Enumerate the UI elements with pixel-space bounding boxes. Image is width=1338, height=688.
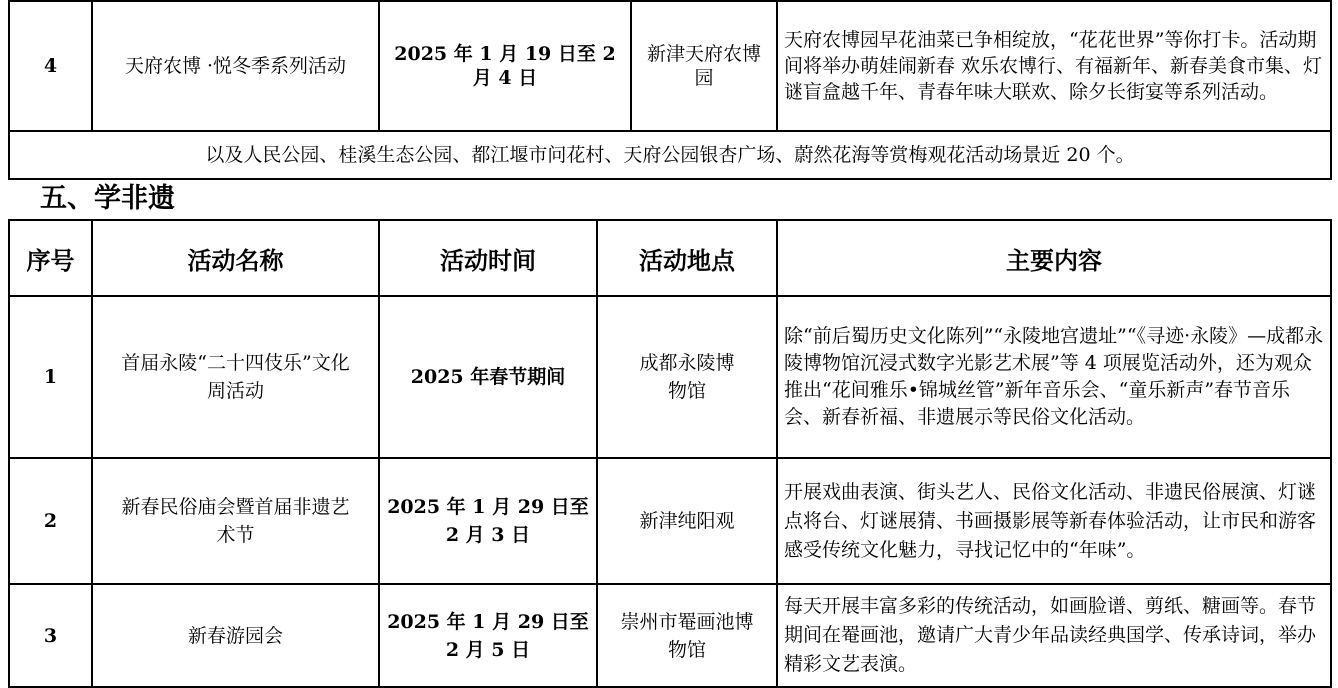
- activity-place: 新津天府农博园: [631, 1, 777, 131]
- header-row: [9, 220, 1331, 296]
- activity-time: 2025 年 1 月 29 日至 2 月 5 日: [379, 584, 597, 687]
- activity-time: 2025 年 1 月 19 日至 2 月 4 日: [379, 1, 631, 131]
- activity-name: 首届永陵“二十四伎乐”文化周活动: [92, 296, 379, 458]
- header-name: 活动名称: [92, 220, 379, 296]
- activity-place: 新津纯阳观: [597, 458, 777, 584]
- activity-name: 天府农博 ·悦冬季系列活动: [92, 1, 379, 131]
- previous-activities-table: [8, 0, 1332, 180]
- activity-place: 成都永陵博物馆: [597, 296, 777, 458]
- activity-content: 每天开展丰富多彩的传统活动，如画脸谱、剪纸、糖画等。春节期间在罨画池，邀请广大青少年品读经典国学、传承诗词，举办精彩文艺表演。: [777, 584, 1331, 687]
- summary-row: [9, 131, 1331, 179]
- row-number: 4: [9, 1, 92, 131]
- table-row: [9, 584, 1331, 687]
- row-number: 2: [9, 458, 92, 584]
- activity-content: 天府农博园早花油菜已争相绽放，“花花世界”等你打卡。活动期间将举办萌娃闹新春 欢乐农博行、有福新年、新春美食市集、灯谜盲盒越千年、青春年味大联欢、除夕长街宴等系列活动。: [777, 1, 1331, 131]
- section-title: 五、学非遗: [40, 183, 175, 214]
- activity-content: 开展戏曲表演、街头艺人、民俗文化活动、非遗民俗展演、灯谜点将台、灯谜展猜、书画摄影展等新春体验活动，让市民和游客感受传统文化魅力，寻找记忆中的“年味”。: [777, 458, 1331, 584]
- table-row: [9, 458, 1331, 584]
- header-time: 活动时间: [379, 220, 597, 296]
- activity-place: 崇州市罨画池博物馆: [597, 584, 777, 687]
- activity-name: 新春游园会: [92, 584, 379, 687]
- header-content: 主要内容: [777, 220, 1331, 296]
- header-number: 序号: [9, 220, 92, 296]
- row-number: 3: [9, 584, 92, 687]
- row-number: 1: [9, 296, 92, 458]
- activity-name: 新春民俗庙会暨首届非遗艺术节: [92, 458, 379, 584]
- activity-time: 2025 年 1 月 29 日至 2 月 3 日: [379, 458, 597, 584]
- summary-text: 以及人民公园、桂溪生态公园、都江堰市问花村、天府公园银杏广场、蔚然花海等赏梅观花活动场景近 20 个。: [9, 131, 1331, 179]
- table-row: [9, 1, 1331, 131]
- activity-content: 除“前后蜀历史文化陈列”“永陵地宫遗址”“《寻迹·永陵》—成都永陵博物馆沉浸式数字光影艺术展”等 4 项展览活动外，还为观众推出“花间雅乐•锦城丝管”新年音乐会、“童乐新声”春节音乐会、新春祈福、非遗展示等民俗文化活动。: [777, 296, 1331, 458]
- activity-time: 2025 年春节期间: [379, 296, 597, 458]
- header-place: 活动地点: [597, 220, 777, 296]
- intangible-heritage-table: [8, 219, 1332, 688]
- table-row: [9, 296, 1331, 458]
